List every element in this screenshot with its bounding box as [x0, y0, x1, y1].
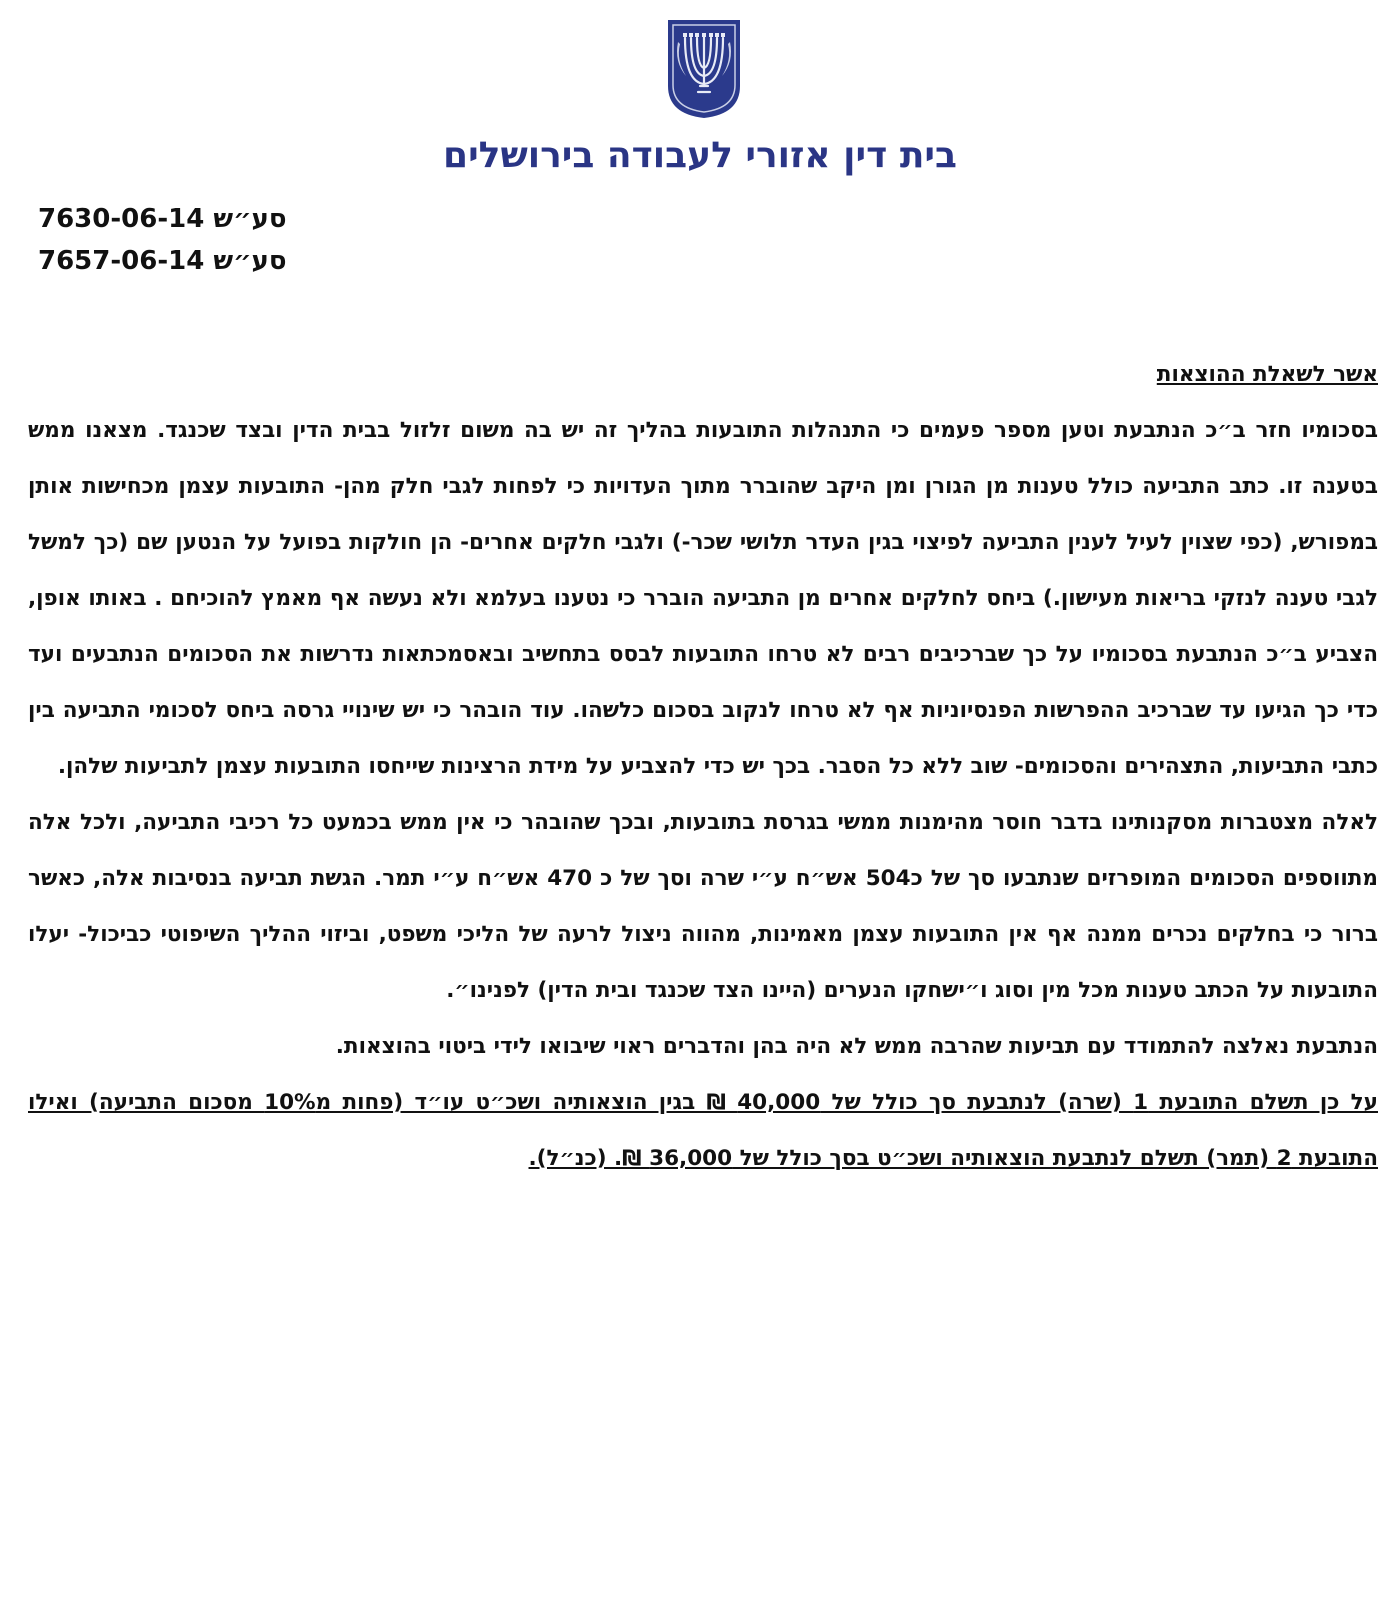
- court-title: בית דין אזורי לעבודה בירושלים: [443, 135, 957, 176]
- ruling-paragraph: על כן תשלם התובעת 1 (שרה) לנתבעת סך כולל של 40,000 ₪ בגין הוצאותיה ושכ״ט עו״ד (פחות מ10% מסכום התביעה) ואילו התובעת 2 (תמר) תשלם לנתבעת הוצאותיה ושכ״ט בסך כולל של 36,000 ₪. (כנ״ל).: [28, 1090, 1378, 1171]
- paragraph: בסכומיו חזר ב״כ הנתבעת וטען מספר פעמים כי התנהלות התובעות בהליך זה יש בה משום זלזול בבית הדין ובצד שכנגד. מצאנו ממש בטענה זו. כתב התביעה כולל טענות מן הגורן ומן היקב שהוברר מתוך העדויות כי לפחות לגבי חלק מהן- התובעות עצמן מכחישות אותן במפורש, (כפי שצוין לעיל לענין התביעה לפיצוי בגין העדר תלושי שכר-) ולגבי חלקים אחרים- הן חולקות בפועל על הנטען שם (כך למשל לגבי טענה לנזקי בריאות מעישון.) ביחס לחלקים אחרים מן התביעה הוברר כי נטענו בעלמא ולא נעשה אף מאמץ להוכיחם . באותו אופן, הצביע ב״כ הנתבעת בסכומיו על כך שברכיבים רבים לא טרחו התובעות לבסס בתחשיב ובאסמכתאות נדרשות את הסכומים הנתבעים ועד כדי כך הגיעו עד שברכיב ההפרשות הפנסיוניות אף לא טרחו לנקוב בסכום כלשהו. עוד הובהר כי יש שינויי גרסה ביחס לסכומי התביעה בין כתבי התביעות, התצהירים והסכומים- שוב ללא כל הסבר. בכך יש כדי להצביע על מידת הרצינות שייחסו התובעות עצמן לתביעות שלהן.: [28, 418, 1378, 779]
- state-emblem-menorah-icon: [664, 16, 744, 120]
- paragraph: לאלה מצטברות מסקנותינו בדבר חוסר מהימנות ממשי בגרסת בתובעות, ובכך שהובהר כי אין ממש בכמעט כל רכיבי התביעה, ולכל אלה מתווספים הסכומים המופרזים שנתבעו סך של כ504 אש״ח ע״י שרה וסך של כ 470 אש״ח ע״י תמר. הגשת תביעה בנסיבות אלה, כאשר ברור כי בחלקים נכרים ממנה אף אין התובעות עצמן מאמינות, מהווה ניצול לרעה של הליכי משפט, וביזוי ההליך השיפוטי כביכול- יעלו התובעות על הכתב טענות מכל מין וסוג ו״ישחקו הנערים (היינו הצד שכנגד ובית הדין) לפנינו״.: [28, 810, 1378, 1003]
- document-body: [28, 347, 1378, 1187]
- case-number: סע״ש 7630-06-14: [38, 204, 287, 234]
- case-numbers: [38, 198, 358, 282]
- section-heading: אשר לשאלת ההוצאות: [1156, 362, 1378, 387]
- paragraph: הנתבעת נאלצה להתמודד עם תביעות שהרבה ממש לא היה בהן והדברים ראוי שיבואו לידי ביטוי בהוצאות.: [335, 1034, 1378, 1059]
- case-number: סע״ש 7657-06-14: [38, 246, 287, 276]
